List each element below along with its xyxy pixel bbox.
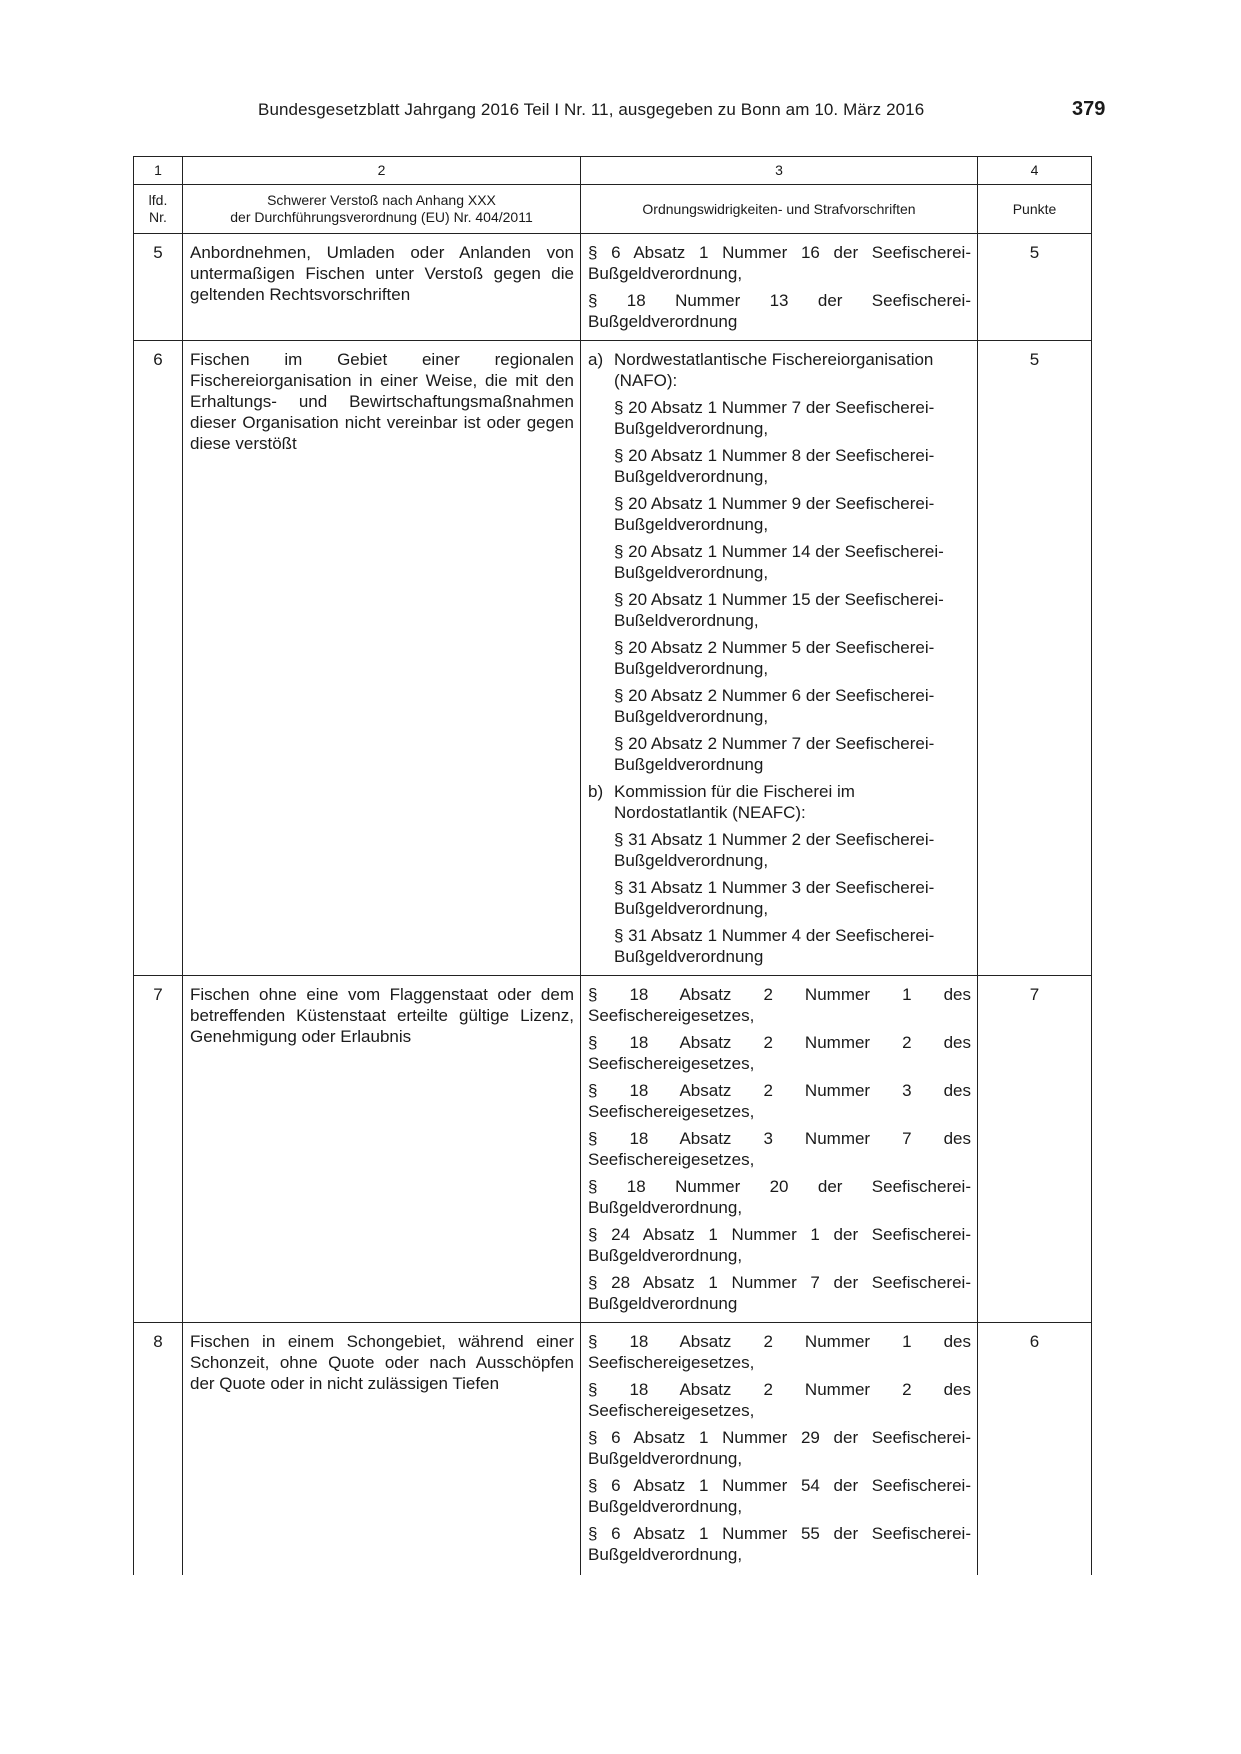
column-number-row	[134, 157, 1092, 185]
group-letter: b)	[588, 782, 604, 801]
provision-item: § 24 Absatz 1 Nummer 1 der Seefischerei-Bußgeldverordnung,	[588, 1225, 971, 1265]
violation-description: Fischen ohne eine vom Flaggenstaat oder dem betreffenden Küstenstaat erteilte gültige Lizenz, Genehmigung oder Erlaubnis	[183, 976, 581, 1323]
header-running-number-line1: lfd.	[148, 192, 168, 208]
provisions-cell	[581, 976, 978, 1323]
row-number: 6	[134, 341, 183, 976]
column-number: 3	[581, 157, 978, 185]
provisions-cell	[581, 1323, 978, 1576]
violations-table	[133, 156, 1092, 1575]
provision-item: § 31 Absatz 1 Nummer 2 der Seefischerei-Bußgeldverordnung,	[614, 830, 935, 870]
row-number: 7	[134, 976, 183, 1323]
column-number: 4	[978, 157, 1092, 185]
provision-item: § 20 Absatz 2 Nummer 5 der Seefischerei-Bußgeldverordnung,	[614, 638, 935, 678]
group-title: Nordwestatlantische Fischereiorganisation (NAFO):	[614, 350, 934, 390]
provision-item: § 6 Absatz 1 Nummer 55 der Seefischerei-Bußgeldverordnung,	[588, 1524, 971, 1564]
provision-item: § 28 Absatz 1 Nummer 7 der Seefischerei-Bußgeldverordnung	[588, 1273, 971, 1313]
table-row	[134, 341, 1092, 976]
page-header	[0, 100, 1241, 124]
provision-item: § 18 Absatz 2 Nummer 3 des Seefischereigesetzes,	[588, 1081, 971, 1121]
row-number: 5	[134, 234, 183, 341]
points-value: 6	[978, 1323, 1092, 1576]
violation-description: Fischen in einem Schongebiet, während einer Schonzeit, ohne Quote oder nach Ausschöpfen der Quote oder in nicht zulässigen Tiefen	[183, 1323, 581, 1576]
provision-item: § 6 Absatz 1 Nummer 29 der Seefischerei-Bußgeldverordnung,	[588, 1428, 971, 1468]
provision-item: § 18 Absatz 2 Nummer 1 des Seefischereigesetzes,	[588, 985, 971, 1025]
page-number: 379	[1072, 98, 1106, 120]
provision-group-title	[588, 781, 971, 823]
provision-item: § 31 Absatz 1 Nummer 3 der Seefischerei-Bußgeldverordnung,	[614, 878, 935, 918]
points-value: 5	[978, 341, 1092, 976]
provision-item: § 18 Absatz 2 Nummer 2 des Seefischereigesetzes,	[588, 1380, 971, 1420]
provision-item: § 20 Absatz 1 Nummer 8 der Seefischerei-Bußgeldverordnung,	[614, 446, 935, 486]
group-letter: a)	[588, 350, 604, 369]
header-points: Punkte	[978, 185, 1092, 234]
row-number: 8	[134, 1323, 183, 1576]
header-running-number-line2: Nr.	[149, 209, 167, 225]
provision-item: § 20 Absatz 1 Nummer 9 der Seefischerei-Bußgeldverordnung,	[614, 494, 935, 534]
header-violation	[183, 185, 581, 234]
provision-item: § 18 Absatz 2 Nummer 2 des Seefischereigesetzes,	[588, 1033, 971, 1073]
header-running-number	[134, 185, 183, 234]
gazette-title: Bundesgesetzblatt Jahrgang 2016 Teil I Nr. 11, ausgegeben zu Bonn am 10. März 2016	[258, 100, 925, 119]
violation-description: Fischen im Gebiet einer regionalen Fischereiorganisation in einer Weise, die mit den Erhaltungs- und Bewirtschaftungsmaßnahmen dieser Organisation nicht vereinbar ist oder gegen diese verstößt	[183, 341, 581, 976]
provision-item: § 18 Absatz 2 Nummer 1 des Seefischereigesetzes,	[588, 1332, 971, 1372]
provisions-cell	[581, 341, 978, 976]
column-number: 1	[134, 157, 183, 185]
table-row	[134, 1323, 1092, 1576]
provision-item: § 18 Absatz 3 Nummer 7 des Seefischereigesetzes,	[588, 1129, 971, 1169]
provisions-cell	[581, 234, 978, 341]
provision-item: § 18 Nummer 20 der Seefischerei-Bußgeldverordnung,	[588, 1177, 971, 1217]
column-number: 2	[183, 157, 581, 185]
column-header-row	[134, 185, 1092, 234]
provision-item: § 31 Absatz 1 Nummer 4 der Seefischerei-Bußgeldverordnung	[614, 926, 935, 966]
header-violation-line1: Schwerer Verstoß nach Anhang XXX	[267, 192, 496, 208]
table-row	[134, 976, 1092, 1323]
provision-item: § 6 Absatz 1 Nummer 54 der Seefischerei-Bußgeldverordnung,	[588, 1476, 971, 1516]
provision-item: § 20 Absatz 1 Nummer 15 der Seefischerei-Bußeldverordnung,	[614, 590, 944, 630]
header-provisions: Ordnungswidrigkeiten- und Strafvorschriften	[581, 185, 978, 234]
provision-item: § 6 Absatz 1 Nummer 16 der Seefischerei-Bußgeldverordnung,	[588, 243, 971, 283]
table-row	[134, 234, 1092, 341]
points-value: 5	[978, 234, 1092, 341]
provision-item: § 20 Absatz 1 Nummer 14 der Seefischerei-Bußgeldverordnung,	[614, 542, 944, 582]
header-violation-line2: der Durchführungsverordnung (EU) Nr. 404/2011	[230, 209, 533, 225]
group-title: Kommission für die Fischerei im Nordostatlantik (NEAFC):	[614, 782, 855, 822]
points-value: 7	[978, 976, 1092, 1323]
provision-item: § 18 Nummer 13 der Seefischerei-Bußgeldverordnung	[588, 291, 971, 331]
provision-item: § 20 Absatz 2 Nummer 6 der Seefischerei-Bußgeldverordnung,	[614, 686, 935, 726]
violation-description: Anbordnehmen, Umladen oder Anlanden von untermaßigen Fischen unter Verstoß gegen die geltenden Rechtsvorschriften	[183, 234, 581, 341]
provision-item: § 20 Absatz 1 Nummer 7 der Seefischerei-Bußgeldverordnung,	[614, 398, 935, 438]
provision-group-title	[588, 349, 971, 391]
provision-item: § 20 Absatz 2 Nummer 7 der Seefischerei-Bußgeldverordnung	[614, 734, 935, 774]
